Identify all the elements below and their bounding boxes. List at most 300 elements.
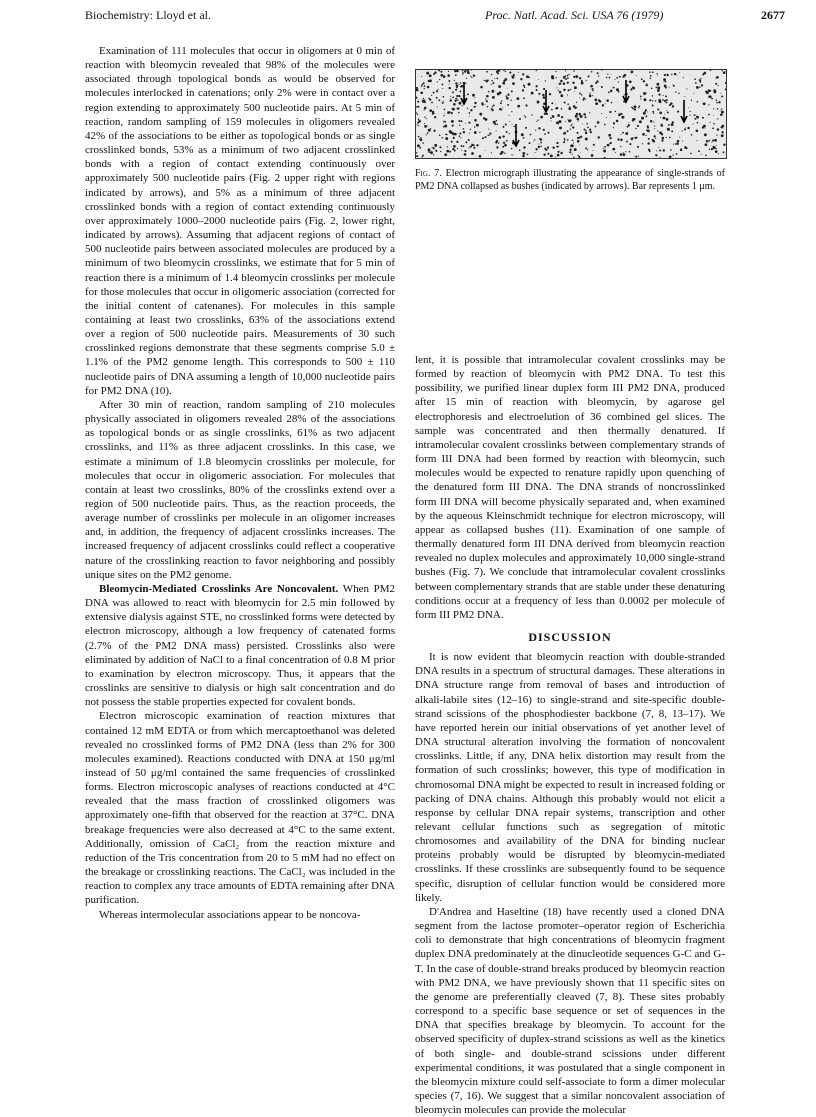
micrograph-speck bbox=[556, 77, 557, 78]
micrograph-speck bbox=[569, 106, 570, 107]
micrograph-speck bbox=[416, 112, 417, 114]
micrograph-speck bbox=[495, 124, 496, 125]
micrograph-speck bbox=[572, 126, 574, 128]
micrograph-speck bbox=[448, 87, 450, 89]
micrograph-speck bbox=[504, 153, 506, 155]
micrograph-speck bbox=[509, 72, 511, 74]
micrograph-image bbox=[416, 70, 726, 158]
micrograph-speck bbox=[723, 71, 726, 74]
micrograph-speck bbox=[453, 137, 454, 138]
micrograph-speck bbox=[580, 115, 583, 118]
micrograph-speck bbox=[463, 145, 465, 147]
micrograph-speck bbox=[655, 100, 657, 102]
micrograph-speck bbox=[701, 154, 702, 155]
micrograph-speck bbox=[631, 88, 632, 89]
micrograph-speck bbox=[585, 116, 587, 118]
micrograph-speck bbox=[717, 108, 719, 110]
micrograph-speck bbox=[422, 100, 425, 103]
micrograph-speck bbox=[647, 111, 648, 112]
micrograph-speck bbox=[455, 89, 457, 91]
run-in-heading: Bleomycin-Mediated Crosslinks Are Noncovalent. bbox=[99, 582, 339, 595]
micrograph-speck bbox=[697, 140, 698, 141]
micrograph-speck bbox=[723, 143, 725, 145]
micrograph-speck bbox=[428, 151, 430, 153]
micrograph-speck bbox=[433, 130, 435, 132]
micrograph-speck bbox=[647, 127, 649, 129]
bush-arrow-icon bbox=[681, 100, 687, 122]
micrograph-speck bbox=[521, 133, 524, 136]
micrograph-speck bbox=[572, 154, 573, 155]
micrograph-speck bbox=[433, 92, 435, 94]
micrograph-speck bbox=[715, 148, 716, 149]
micrograph-speck bbox=[621, 113, 623, 115]
micrograph-speck bbox=[488, 91, 490, 93]
micrograph-speck bbox=[506, 131, 508, 133]
micrograph-speck bbox=[522, 155, 525, 158]
micrograph-speck bbox=[447, 74, 450, 77]
micrograph-speck bbox=[634, 156, 635, 157]
micrograph-speck bbox=[575, 75, 578, 78]
micrograph-speck bbox=[659, 112, 662, 115]
micrograph-speck bbox=[525, 104, 527, 106]
micrograph-speck bbox=[586, 123, 588, 125]
micrograph-speck bbox=[705, 155, 707, 157]
micrograph-speck bbox=[486, 71, 488, 73]
micrograph-speck bbox=[624, 94, 625, 95]
micrograph-speck bbox=[452, 148, 454, 150]
micrograph-speck bbox=[523, 137, 525, 139]
micrograph-speck bbox=[486, 100, 488, 102]
micrograph-speck bbox=[567, 103, 569, 105]
micrograph-speck bbox=[722, 70, 723, 71]
micrograph-speck bbox=[451, 108, 452, 109]
micrograph-speck bbox=[559, 126, 562, 129]
micrograph-speck bbox=[653, 113, 654, 114]
micrograph-speck bbox=[574, 86, 577, 89]
micrograph-speck bbox=[663, 149, 665, 151]
micrograph-speck bbox=[451, 112, 453, 114]
micrograph-speck bbox=[572, 82, 574, 84]
micrograph-speck bbox=[535, 129, 536, 130]
micrograph-speck bbox=[669, 137, 671, 139]
micrograph-speck bbox=[620, 134, 621, 135]
paragraph: Whereas intermolecular associations appear to be noncova- bbox=[99, 908, 361, 921]
micrograph-speck bbox=[601, 113, 602, 114]
micrograph-speck bbox=[433, 73, 435, 75]
micrograph-speck bbox=[647, 142, 649, 144]
micrograph-speck bbox=[584, 129, 586, 131]
micrograph-speck bbox=[615, 111, 617, 113]
micrograph-speck bbox=[673, 144, 674, 145]
micrograph-speck bbox=[556, 146, 558, 148]
micrograph-speck bbox=[421, 76, 422, 77]
micrograph-speck bbox=[535, 148, 537, 150]
micrograph-speck bbox=[669, 156, 672, 158]
micrograph-speck bbox=[650, 78, 652, 80]
micrograph-speck bbox=[444, 113, 445, 114]
micrograph-speck bbox=[657, 108, 659, 110]
micrograph-speck bbox=[536, 121, 537, 122]
micrograph-speck bbox=[536, 70, 537, 71]
micrograph-speck bbox=[636, 137, 637, 138]
micrograph-speck bbox=[469, 116, 470, 117]
micrograph-speck bbox=[616, 77, 618, 79]
micrograph-speck bbox=[725, 71, 726, 72]
micrograph-speck bbox=[540, 138, 543, 141]
micrograph-speck bbox=[420, 91, 423, 94]
micrograph-speck bbox=[472, 94, 475, 97]
micrograph-speck bbox=[454, 70, 457, 72]
micrograph-speck bbox=[496, 78, 498, 80]
micrograph-speck bbox=[591, 154, 594, 157]
micrograph-speck bbox=[560, 80, 563, 83]
micrograph-speck bbox=[426, 72, 429, 75]
micrograph-speck bbox=[676, 153, 678, 155]
micrograph-speck bbox=[713, 123, 715, 125]
micrograph-speck bbox=[580, 152, 581, 153]
micrograph-speck bbox=[500, 102, 502, 104]
micrograph-speck bbox=[447, 146, 448, 147]
bush-arrow-icon bbox=[513, 124, 519, 146]
micrograph-speck bbox=[677, 140, 680, 143]
micrograph-speck bbox=[635, 128, 636, 129]
micrograph-speck bbox=[662, 99, 664, 101]
micrograph-speck bbox=[485, 104, 486, 105]
micrograph-speck bbox=[602, 70, 603, 71]
micrograph-speck bbox=[416, 89, 419, 92]
micrograph-speck bbox=[466, 78, 467, 79]
micrograph-speck bbox=[646, 84, 648, 86]
micrograph-speck bbox=[646, 83, 647, 84]
micrograph-speck bbox=[443, 101, 444, 102]
micrograph-speck bbox=[626, 141, 628, 143]
micrograph-speck bbox=[567, 119, 568, 120]
micrograph-speck bbox=[581, 94, 583, 96]
micrograph-speck bbox=[616, 120, 619, 123]
micrograph-speck bbox=[712, 140, 714, 142]
micrograph-speck bbox=[677, 75, 678, 76]
micrograph-speck bbox=[436, 97, 438, 99]
micrograph-speck bbox=[570, 119, 572, 121]
micrograph-speck bbox=[664, 85, 667, 88]
micrograph-speck bbox=[585, 138, 588, 141]
micrograph-speck bbox=[640, 96, 642, 98]
micrograph-speck bbox=[589, 94, 591, 96]
micrograph-speck bbox=[551, 109, 553, 111]
micrograph-speck bbox=[711, 148, 713, 150]
micrograph-speck bbox=[416, 152, 417, 153]
micrograph-speck bbox=[452, 125, 454, 127]
micrograph-speck bbox=[491, 152, 492, 153]
micrograph-speck bbox=[417, 106, 419, 108]
micrograph-speck bbox=[602, 106, 603, 107]
micrograph-speck bbox=[443, 75, 446, 78]
micrograph-speck bbox=[471, 77, 472, 78]
micrograph-speck bbox=[489, 133, 491, 135]
micrograph-speck bbox=[649, 99, 651, 101]
micrograph-speck bbox=[452, 91, 454, 93]
micrograph-speck bbox=[717, 118, 718, 119]
micrograph-speck bbox=[693, 124, 694, 125]
micrograph-speck bbox=[461, 120, 463, 122]
micrograph-speck bbox=[420, 139, 422, 141]
micrograph-speck bbox=[577, 118, 580, 121]
micrograph-speck bbox=[637, 125, 639, 127]
micrograph-speck bbox=[436, 90, 438, 92]
micrograph-speck bbox=[677, 111, 679, 113]
micrograph-speck bbox=[459, 133, 461, 135]
micrograph-speck bbox=[620, 153, 623, 156]
micrograph-speck bbox=[488, 129, 489, 130]
micrograph-speck bbox=[505, 71, 506, 72]
micrograph-speck bbox=[684, 128, 686, 130]
micrograph-speck bbox=[671, 130, 673, 132]
micrograph-speck bbox=[570, 89, 571, 90]
micrograph-speck bbox=[598, 75, 599, 76]
micrograph-speck bbox=[544, 133, 546, 135]
micrograph-speck bbox=[424, 123, 425, 124]
micrograph-speck bbox=[458, 120, 460, 122]
micrograph-speck bbox=[563, 141, 565, 143]
micrograph-speck bbox=[548, 148, 549, 149]
micrograph-speck bbox=[652, 111, 654, 113]
micrograph-speck bbox=[592, 150, 593, 151]
micrograph-speck bbox=[576, 113, 578, 115]
micrograph-speck bbox=[442, 137, 444, 139]
micrograph-speck bbox=[567, 94, 568, 95]
micrograph-speck bbox=[682, 141, 683, 142]
micrograph-speck bbox=[550, 154, 553, 157]
micrograph-speck bbox=[469, 112, 471, 114]
micrograph-speck bbox=[622, 132, 624, 134]
micrograph-speck bbox=[530, 134, 532, 136]
micrograph-speck bbox=[468, 139, 470, 141]
micrograph-speck bbox=[448, 71, 449, 72]
micrograph-speck bbox=[606, 99, 609, 102]
micrograph-speck bbox=[684, 96, 685, 97]
micrograph-speck bbox=[654, 128, 655, 129]
micrograph-speck bbox=[442, 102, 444, 104]
micrograph-speck bbox=[456, 87, 458, 89]
micrograph-speck bbox=[631, 137, 634, 140]
micrograph-speck bbox=[429, 109, 432, 112]
micrograph-speck bbox=[694, 78, 696, 80]
micrograph-speck bbox=[642, 133, 645, 136]
micrograph-speck bbox=[508, 115, 509, 116]
micrograph-speck bbox=[691, 100, 692, 101]
micrograph-speck bbox=[473, 75, 475, 77]
micrograph-speck bbox=[593, 144, 595, 146]
micrograph-speck bbox=[556, 87, 557, 88]
micrograph-speck bbox=[649, 71, 651, 73]
micrograph-speck bbox=[513, 74, 515, 76]
micrograph-speck bbox=[423, 109, 424, 110]
micrograph-speck bbox=[629, 80, 632, 83]
micrograph-speck bbox=[713, 90, 716, 93]
micrograph-speck bbox=[462, 72, 464, 74]
micrograph-speck bbox=[665, 137, 666, 138]
micrograph-speck bbox=[543, 96, 546, 99]
micrograph-speck bbox=[522, 73, 524, 75]
micrograph-speck bbox=[657, 75, 658, 76]
micrograph-speck bbox=[660, 157, 661, 158]
micrograph-speck bbox=[623, 152, 624, 153]
micrograph-speck bbox=[422, 155, 424, 157]
micrograph-speck bbox=[699, 86, 700, 87]
micrograph-speck bbox=[447, 111, 450, 114]
micrograph-speck bbox=[601, 86, 603, 88]
micrograph-speck bbox=[609, 137, 611, 139]
micrograph-speck bbox=[471, 152, 474, 155]
micrograph-speck bbox=[507, 94, 509, 96]
paragraph: Electron microscopic examination of reaction mixtures that contained 12 mM EDTA or from which mercaptoethanol was deleted revealed no crosslinked forms of PM2 DNA (less than 2% for 300 molecules examined). Reactions conducted with DNA at 150 μg/ml instead of 50 μg/ml contained the same frequencies of crosslinked forms. Electron microscopic analyses of reactions conducted at 4°C revealed that the mass fraction of crosslinked oligomers was approximately one-fifth that observed for the reaction at 37°C. DNA breakage frequencies were also decreased at 4°C to the same extent. Additionally, omission of CaCl₂ from the reaction mixture and reduction of the Tris concentration from 20 to 5 mM had no effect on the breakage or crosslinking reactions. The CaCl₂ was included in the reaction to complex any trace amounts of EDTA remaining after DNA purification. bbox=[85, 710, 395, 907]
micrograph-speck bbox=[487, 134, 488, 135]
micrograph-speck bbox=[701, 84, 703, 86]
micrograph-speck bbox=[598, 137, 599, 138]
micrograph-speck bbox=[434, 144, 437, 147]
micrograph-speck bbox=[652, 71, 654, 73]
micrograph-speck bbox=[573, 157, 575, 158]
micrograph-speck bbox=[455, 98, 457, 100]
micrograph-speck bbox=[655, 138, 656, 139]
micrograph-speck bbox=[632, 87, 635, 90]
micrograph-speck bbox=[722, 127, 723, 128]
micrograph-speck bbox=[672, 155, 673, 156]
micrograph-speck bbox=[512, 82, 515, 85]
micrograph-speck bbox=[458, 112, 459, 113]
micrograph-speck bbox=[468, 122, 470, 124]
micrograph-speck bbox=[652, 95, 654, 97]
micrograph-speck bbox=[585, 130, 587, 132]
micrograph-speck bbox=[448, 80, 450, 82]
micrograph-speck bbox=[604, 146, 606, 148]
micrograph-speck bbox=[450, 131, 453, 134]
micrograph-speck bbox=[542, 94, 545, 97]
micrograph-speck bbox=[464, 150, 466, 152]
micrograph-speck bbox=[482, 137, 484, 139]
micrograph-speck bbox=[461, 145, 463, 147]
micrograph-speck bbox=[511, 111, 512, 112]
micrograph-speck bbox=[458, 102, 461, 105]
micrograph-speck bbox=[465, 141, 467, 143]
micrograph-speck bbox=[418, 125, 419, 126]
micrograph-speck bbox=[637, 146, 639, 148]
micrograph-speck bbox=[702, 73, 704, 75]
micrograph-speck bbox=[715, 150, 718, 153]
micrograph-speck bbox=[557, 114, 560, 117]
micrograph-speck bbox=[716, 134, 717, 135]
micrograph-speck bbox=[455, 82, 457, 84]
micrograph-speck bbox=[661, 133, 663, 135]
micrograph-speck bbox=[507, 104, 509, 106]
micrograph-speck bbox=[487, 106, 488, 107]
micrograph-speck bbox=[450, 98, 451, 99]
micrograph-speck bbox=[645, 93, 646, 94]
micrograph-speck bbox=[474, 102, 476, 104]
micrograph-speck bbox=[714, 139, 717, 142]
micrograph-speck bbox=[454, 100, 456, 102]
running-head-journal: Proc. Natl. Acad. Sci. USA 76 (1979) bbox=[485, 8, 664, 22]
micrograph-speck bbox=[517, 105, 520, 108]
micrograph-speck bbox=[583, 97, 585, 99]
micrograph-speck bbox=[444, 109, 446, 111]
micrograph-speck bbox=[417, 144, 420, 147]
micrograph-speck bbox=[658, 93, 660, 95]
micrograph-speck bbox=[525, 127, 527, 129]
micrograph-speck bbox=[503, 126, 505, 128]
micrograph-speck bbox=[696, 116, 699, 119]
micrograph-speck bbox=[574, 91, 575, 92]
micrograph-speck bbox=[423, 98, 425, 100]
micrograph-speck bbox=[657, 89, 660, 92]
micrograph-speck bbox=[421, 84, 423, 86]
micrograph-speck bbox=[646, 135, 647, 136]
micrograph-speck bbox=[519, 118, 521, 120]
micrograph-speck bbox=[657, 130, 658, 131]
micrograph-speck bbox=[723, 151, 725, 153]
micrograph-speck bbox=[451, 141, 453, 143]
micrograph-speck bbox=[567, 130, 569, 132]
micrograph-speck bbox=[571, 144, 574, 147]
micrograph-speck bbox=[585, 147, 587, 149]
micrograph-speck bbox=[557, 151, 559, 153]
micrograph-speck bbox=[666, 74, 668, 76]
micrograph-speck bbox=[567, 77, 569, 79]
micrograph-speck bbox=[496, 130, 497, 131]
micrograph-speck bbox=[704, 133, 707, 136]
micrograph-speck bbox=[529, 142, 531, 144]
micrograph-speck bbox=[672, 106, 673, 107]
micrograph-speck bbox=[462, 70, 464, 71]
micrograph-speck bbox=[481, 102, 483, 104]
micrograph-speck bbox=[540, 142, 542, 144]
micrograph-speck bbox=[597, 72, 599, 74]
micrograph-speck bbox=[720, 110, 721, 111]
micrograph-speck bbox=[578, 121, 579, 122]
micrograph-speck bbox=[618, 81, 619, 82]
micrograph-speck bbox=[661, 139, 663, 141]
micrograph-speck bbox=[647, 129, 650, 132]
micrograph-speck bbox=[639, 120, 642, 123]
micrograph-speck bbox=[459, 135, 461, 137]
micrograph-speck bbox=[686, 89, 687, 90]
micrograph-speck bbox=[610, 142, 612, 144]
micrograph-speck bbox=[469, 133, 470, 134]
micrograph-speck bbox=[467, 93, 469, 95]
micrograph-speck bbox=[522, 152, 525, 155]
micrograph-speck bbox=[547, 132, 549, 134]
micrograph-speck bbox=[578, 113, 581, 116]
micrograph-speck bbox=[689, 115, 690, 116]
micrograph-speck bbox=[697, 122, 699, 124]
micrograph-speck bbox=[479, 155, 482, 158]
micrograph-speck bbox=[454, 150, 456, 152]
micrograph-speck bbox=[565, 121, 566, 122]
micrograph-speck bbox=[427, 86, 430, 89]
micrograph-speck bbox=[440, 71, 442, 73]
bush-arrow-icon bbox=[623, 80, 629, 102]
micrograph-speck bbox=[443, 96, 445, 98]
micrograph-speck bbox=[592, 90, 594, 92]
micrograph-speck bbox=[551, 102, 553, 104]
paragraph: It is now evident that bleomycin reaction with double-stranded DNA results in a spectrum of structural damages. These alterations in DNA structure range from removal of bases and introduction of alkali-labile sites (12–16) to single-strand and site-specific double-strand scissions of the phosphodiester backbone (7, 8, 13–17). We have reported herein our initial observations of yet another level of DNA structural alteration involving the formation of noncovalent crosslinks. Little, if any, DNA helix distortion may result from the formation of such crosslinks; however, this type of modification in chromosomal DNA might be expected to result in increased folding or packing of DNA chains. Although this probably would not elicit a response by cellular DNA repair systems, transcription and other relevant cellular functions such as segregation of mitotic chromosomes and availability of the DNA for binding nuclear proteins probably would be disrupted by bleomycin-mediated crosslinks. If these crosslinks are subsequently found to be sequence specific, disruption of cellular function would be considered more likely. bbox=[415, 651, 725, 904]
micrograph-speck bbox=[579, 97, 580, 98]
micrograph-speck bbox=[457, 107, 459, 109]
micrograph-speck bbox=[708, 114, 710, 116]
micrograph-speck bbox=[522, 89, 524, 91]
micrograph-speck bbox=[671, 156, 672, 157]
micrograph-speck bbox=[424, 107, 427, 110]
